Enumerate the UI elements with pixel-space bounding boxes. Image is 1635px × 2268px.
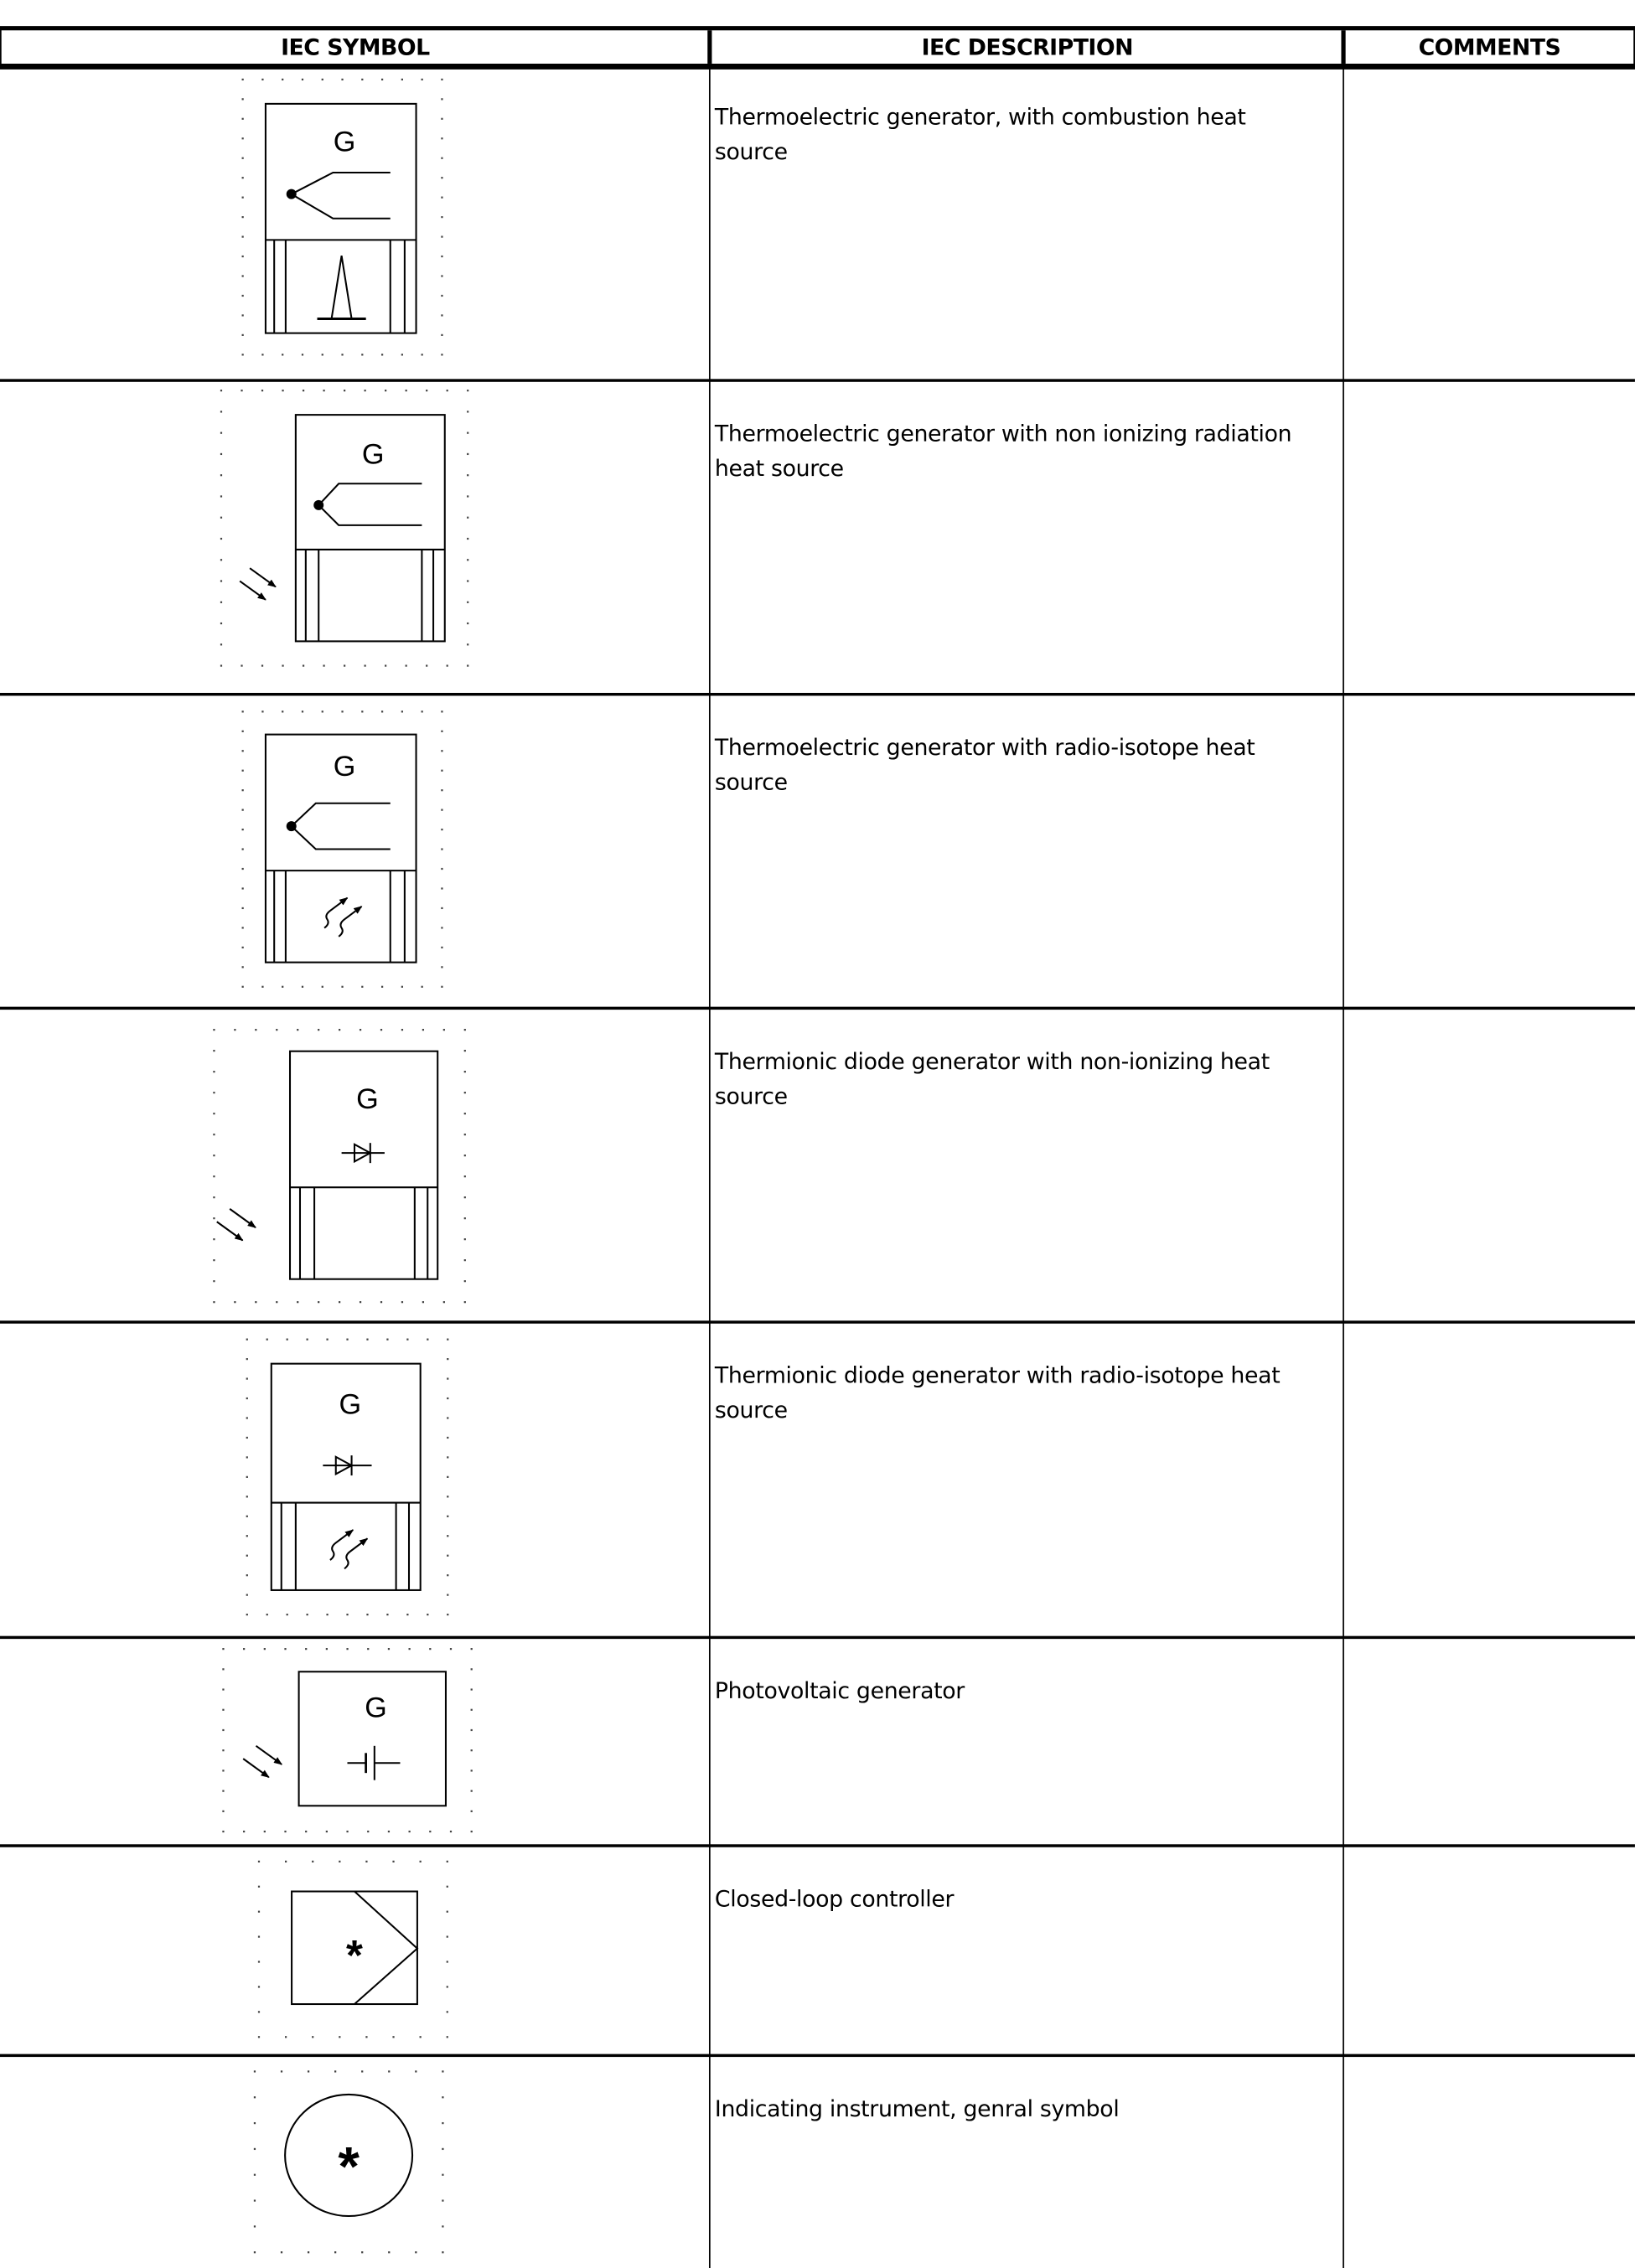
table-row [0,1847,1635,2057]
header-iec-description: IEC DESCRIPTION [921,34,1133,61]
description-text: Thermionic diode generator with radio-isotope heat source [714,1362,1281,1423]
svg-text:G: G [356,1083,379,1116]
header-iec-symbol: IEC SYMBOL [281,34,430,61]
comment-cell[interactable] [1344,1639,1633,1844]
description-text: Thermoelectric generator with radio-isotope heat source [714,735,1255,796]
svg-text:G: G [365,1692,387,1724]
comment-cell[interactable] [1344,1324,1633,1636]
column-divider [709,65,711,2268]
comment-cell[interactable] [1344,695,1633,1006]
thermoelectric-generator-combustion-icon [0,65,709,380]
closed-loop-controller-icon [0,1847,709,2054]
table-row [0,65,1635,382]
table-row [0,1010,1635,1324]
description-text: Photovoltaic generator [714,1677,965,1704]
description-text: Thermoelectric generator with non ionizing radiation heat source [714,421,1292,482]
svg-text:G: G [361,438,385,471]
svg-text:G: G [339,1388,362,1421]
table-row [0,382,1635,696]
svg-text:*: * [346,1931,363,1980]
comment-cell[interactable] [1344,65,1633,380]
table-row [0,2057,1635,2268]
comment-cell[interactable] [1344,1847,1633,2054]
indicating-instrument-icon [0,2057,709,2268]
table-row [0,695,1635,1010]
description-text: Thermionic diode generator with non-ionizing heat source [714,1048,1270,1110]
svg-text:G: G [333,751,356,783]
description-text: Closed-loop controller [714,1886,955,1913]
table-row [0,1639,1635,1847]
svg-text:*: * [338,2136,360,2198]
grid-dots [222,1648,472,1832]
photovoltaic-generator-icon [0,1639,709,1844]
thermionic-diode-generator-non-ionizing-icon [0,1010,709,1320]
comment-cell[interactable] [1344,2057,1633,2268]
grid-dots [246,1339,449,1616]
description-text: Thermoelectric generator, with combustion heat source [714,104,1246,165]
grid-dots [220,390,468,667]
table-header [0,26,1635,70]
thermionic-diode-generator-radio-isotope-icon [0,1324,709,1636]
comment-cell[interactable] [1344,1010,1633,1320]
description-text: Indicating instrument, genral symbol [714,2095,1120,2122]
comment-cell[interactable] [1344,382,1633,693]
thermoelectric-generator-non-ionizing-icon [0,382,709,693]
grid-dots [242,79,443,356]
column-divider [1343,65,1344,2268]
table-row [0,1324,1635,1639]
header-comments: COMMENTS [1418,34,1561,61]
svg-text:G: G [333,126,356,158]
thermoelectric-generator-radio-isotope-icon [0,695,709,1006]
